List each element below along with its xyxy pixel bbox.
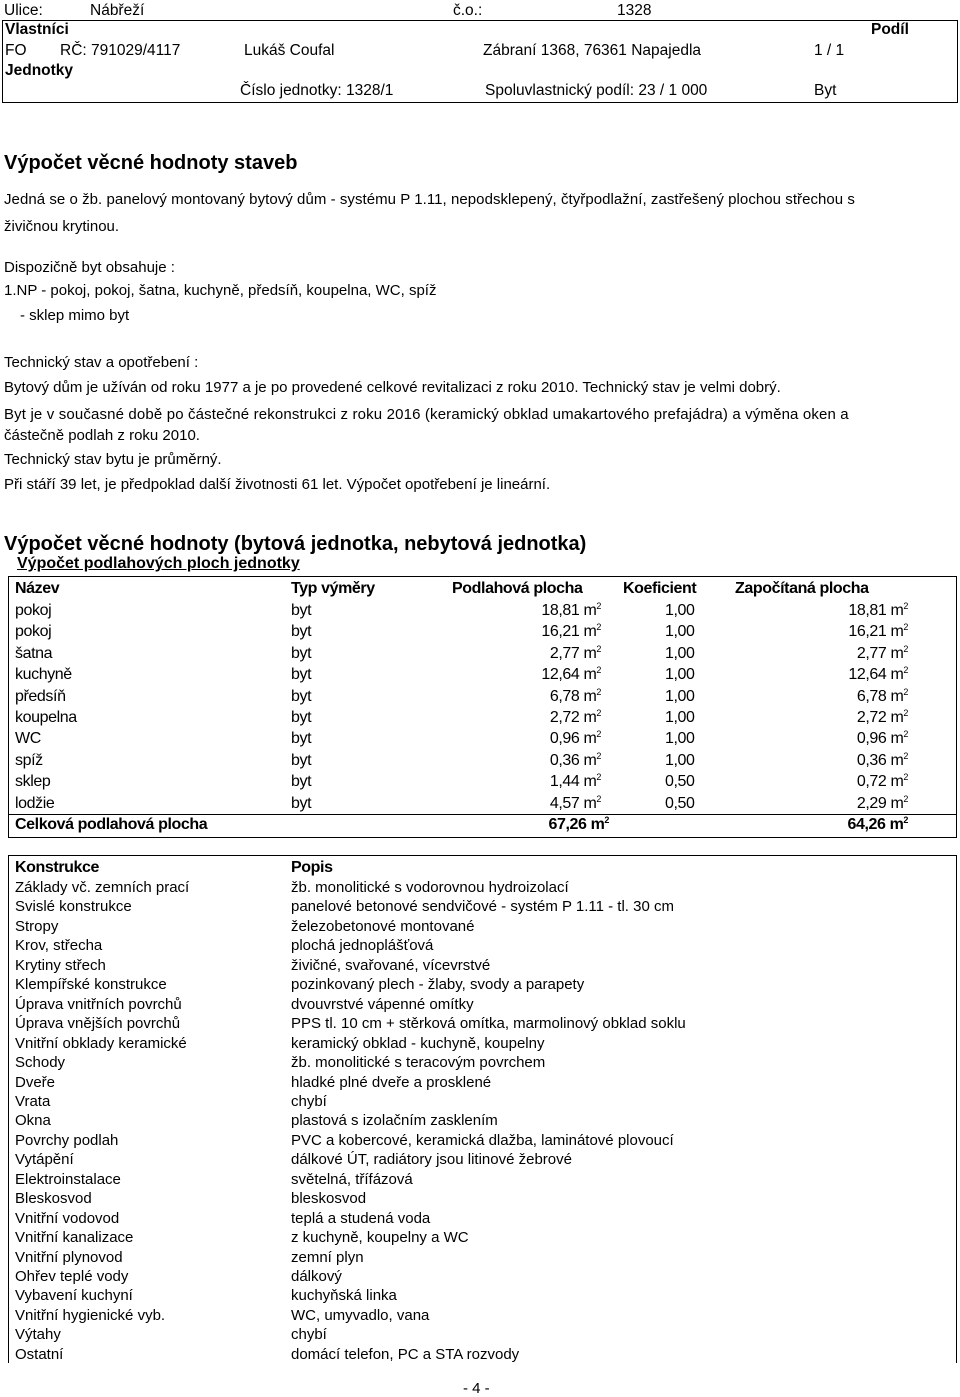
owners-label: Vlastníci (5, 21, 69, 38)
construction-description: keramický obklad - kuchyně, koupelny (291, 1034, 545, 1052)
col-header-coefficient: Koeficient (623, 580, 697, 597)
units-label: Jednotky (5, 62, 74, 79)
street-value: Nábřeží (90, 2, 145, 19)
row-counted: 16,21 $m^2$ (848, 622, 908, 641)
construction-name: Povrchy podlah (15, 1131, 119, 1149)
row-name: koupelna (15, 709, 77, 726)
construction-name: Elektroinstalace (15, 1170, 121, 1188)
col-header-counted-area: Započítaná plocha (735, 580, 869, 597)
owner-type: FO (5, 42, 27, 59)
row-counted: 2,29 $m^2$ (856, 793, 908, 812)
table-row (8, 750, 957, 772)
row-coefficient: 0,50 (665, 773, 695, 791)
section-subtitle-floor-areas: Výpočet podlahových ploch jednotky (17, 555, 300, 572)
row-coefficient: 1,00 (665, 644, 695, 662)
row-counted: 0,96 $m^2$ (856, 729, 908, 748)
construction-table (8, 857, 957, 1363)
row-counted: 18,81 $m^2$ (848, 601, 908, 619)
row-type: byt (291, 623, 312, 641)
table-row (8, 728, 957, 750)
street-label: Ulice: (4, 2, 43, 19)
construction-description: chybí (291, 1092, 327, 1110)
owner-rc: RČ: 791029/4117 (60, 42, 181, 59)
unit-type: Byt (814, 82, 837, 99)
list-item (8, 975, 957, 994)
share-label: Podíl (871, 21, 909, 38)
row-area: 1,44 $m^2$ (549, 772, 601, 791)
row-area: 6,78 $m^2$ (549, 686, 601, 705)
co-label: č.o.: (453, 2, 483, 19)
row-name: pokoj (15, 602, 52, 619)
list-item (8, 995, 957, 1014)
row-area: 2,77 $m^2$ (549, 643, 601, 662)
table-row (8, 771, 957, 793)
construction-name: Stropy (15, 917, 59, 935)
list-item (8, 1325, 957, 1344)
list-item (8, 1248, 957, 1267)
construction-description: dvouvrstvé vápenné omítky (291, 995, 474, 1013)
building-description-line1: Jedná se o žb. panelový montovaný bytový dům - systému P 1.11, nepodsklepený, čtyřpodlažní, zastřešený plochou střechou s (4, 191, 855, 208)
construction-description: dálkový (291, 1268, 342, 1285)
row-coefficient: 1,00 (665, 687, 695, 705)
construction-name: Úprava vnějších povrchů (15, 1015, 181, 1033)
total-label: Celková podlahová plocha (15, 816, 208, 833)
list-item (8, 1014, 957, 1033)
construction-description: plastová s izolačním zasklením (291, 1112, 498, 1130)
construction-name: Základy vč. zemních prací (15, 879, 190, 896)
construction-description: domácí telefon, PC a STA rozvody (291, 1345, 520, 1363)
construction-name: Vnitřní hygienické vyb. (15, 1306, 166, 1324)
list-item (8, 956, 957, 975)
section-title-buildings: Výpočet věcné hodnoty staveb (4, 152, 298, 174)
construction-description: panelové betonové sendvičové - systém P 1.11 - tl. 30 cm (291, 898, 674, 916)
construction-description: zemní plyn (291, 1248, 364, 1266)
row-area: 0,36 $m^2$ (549, 750, 601, 769)
construction-description: světelná, třífázová (291, 1170, 413, 1188)
owner-share: 1 / 1 (814, 42, 845, 59)
layout-label: Dispozičně byt obsahuje : (4, 259, 175, 276)
list-item (8, 1111, 957, 1130)
construction-name: Dveře (15, 1073, 56, 1091)
construction-description: žb. monolitické s vodorovnou hydroizolací (291, 879, 569, 896)
list-item (8, 878, 957, 897)
table-row (8, 686, 957, 708)
construction-description: dálkové ÚT, radiátory jsou litinové žebrové (291, 1151, 572, 1169)
construction-description: z kuchyně, koupelny a WC (291, 1229, 469, 1247)
construction-description: železobetonové montované (291, 917, 475, 935)
row-coefficient: 1,00 (665, 602, 695, 619)
state-line3: částečně podlah z roku 2010. (4, 427, 200, 444)
construction-name: Vnitřní vodovod (15, 1209, 120, 1227)
building-description-line2: živičnou krytinou. (4, 218, 120, 235)
construction-name: Okna (15, 1112, 51, 1130)
state-line1: Bytový dům je užíván od roku 1977 a je po provedené celkové revitalizaci z roku 2010. Technický stav je velmi dobrý. (4, 379, 781, 396)
total-counted: 64,26 $m^2$ (847, 815, 908, 833)
construction-name: Vytápění (15, 1151, 74, 1169)
row-coefficient: 1,00 (665, 751, 695, 769)
co-value: 1328 (617, 2, 652, 19)
table-row (8, 664, 957, 686)
construction-name: Vnitřní kanalizace (15, 1229, 134, 1247)
row-type: byt (291, 751, 312, 769)
construction-description: WC, umyvadlo, vana (291, 1306, 430, 1324)
total-area: 67,26 $m^2$ (548, 815, 609, 833)
row-name: spíž (15, 751, 43, 769)
list-item (8, 1267, 957, 1286)
table-row (8, 621, 957, 643)
construction-description: pozinkovaný plech - žlaby, svody a parapety (291, 976, 585, 994)
row-name: šatna (15, 644, 53, 662)
construction-name: Úprava vnitřních povrchů (15, 995, 182, 1013)
row-counted: 0,36 $m^2$ (856, 750, 908, 769)
list-item (8, 936, 957, 955)
floor-table (8, 578, 957, 836)
construction-table-header-row (8, 857, 957, 879)
list-item (8, 1189, 957, 1208)
row-area: 16,21 $m^2$ (541, 622, 601, 641)
row-area: 18,81 $m^2$ (541, 601, 601, 619)
construction-description: bleskosvod (291, 1190, 367, 1208)
list-item (8, 1286, 957, 1305)
layout-line1: 1.NP - pokoj, pokoj, šatna, kuchyně, předsíň, koupelna, WC, spíž (4, 282, 437, 299)
row-coefficient: 1,00 (665, 623, 695, 641)
row-name: WC (15, 730, 41, 748)
row-name: sklep (15, 773, 51, 791)
row-name: pokoj (15, 623, 52, 641)
construction-name: Ohřev teplé vody (15, 1268, 129, 1285)
table-row (8, 600, 957, 622)
row-name: předsíň (15, 687, 66, 705)
owner-name: Lukáš Coufal (244, 42, 335, 59)
construction-name: Vnitřní plynovod (15, 1248, 123, 1266)
list-item (8, 917, 957, 936)
row-type: byt (291, 794, 312, 812)
row-coefficient: 1,00 (665, 730, 695, 748)
floor-table-header-row (8, 578, 957, 600)
row-counted: 0,72 $m^2$ (856, 772, 908, 791)
row-type: byt (291, 709, 312, 726)
owner-address: Zábraní 1368, 76361 Napajedla (483, 42, 702, 59)
row-name: kuchyně (15, 666, 72, 684)
construction-name: Klempířské konstrukce (15, 976, 167, 994)
construction-name: Vrata (15, 1092, 51, 1110)
state-label: Technický stav a opotřebení : (4, 354, 199, 371)
row-area: 12,64 $m^2$ (541, 665, 601, 684)
construction-name: Výtahy (15, 1326, 61, 1344)
construction-name: Ostatní (15, 1345, 64, 1363)
row-coefficient: 0,50 (665, 794, 695, 812)
row-type: byt (291, 666, 312, 684)
construction-description: chybí (291, 1326, 327, 1344)
construction-name: Vybavení kuchyní (15, 1287, 133, 1305)
construction-name: Krytiny střech (15, 956, 106, 974)
row-counted: 2,77 $m^2$ (856, 643, 908, 662)
list-item (8, 1053, 957, 1072)
construction-description: hladké plné dveře a prosklené (291, 1073, 492, 1091)
row-counted: 12,64 $m^2$ (848, 665, 908, 684)
construction-description: teplá a studená voda (291, 1209, 431, 1227)
list-item (8, 1131, 957, 1150)
row-type: byt (291, 602, 312, 619)
row-type: byt (291, 773, 312, 791)
construction-description: PPS tl. 10 cm + stěrková omítka, marmolinový obklad soklu (291, 1015, 686, 1033)
page-number: - 4 - (463, 1380, 490, 1397)
row-counted: 6,78 $m^2$ (856, 686, 908, 705)
list-item (8, 1306, 957, 1325)
unit-share: Spoluvlastnický podíl: 23 / 1 000 (485, 82, 708, 99)
list-item (8, 1150, 957, 1169)
table-row (8, 643, 957, 665)
col-header-construction: Konstrukce (15, 859, 100, 876)
construction-description: PVC a kobercové, keramická dlažba, laminátové plovoucí (291, 1131, 674, 1149)
unit-number: Číslo jednotky: 1328/1 (240, 82, 394, 99)
col-header-type: Typ výměry (291, 580, 375, 597)
row-coefficient: 1,00 (665, 709, 695, 726)
col-header-description: Popis (291, 859, 333, 876)
construction-name: Svislé konstrukce (15, 898, 132, 916)
list-item (8, 1073, 957, 1092)
construction-name: Schody (15, 1054, 66, 1072)
row-counted: 2,72 $m^2$ (856, 708, 908, 726)
row-area: 4,57 $m^2$ (549, 793, 601, 812)
list-item (8, 1228, 957, 1247)
construction-description: kuchyňská linka (291, 1287, 397, 1305)
state-line4: Technický stav bytu je průměrný. (4, 451, 222, 468)
list-item (8, 897, 957, 916)
construction-name: Vnitřní obklady keramické (15, 1034, 187, 1052)
row-area: 0,96 $m^2$ (549, 729, 601, 748)
construction-description: plochá jednoplášťová (291, 937, 434, 955)
col-header-floor-area: Podlahová plocha (452, 580, 583, 597)
floor-table-total-row (8, 814, 957, 836)
row-type: byt (291, 644, 312, 662)
table-row (8, 707, 957, 729)
construction-name: Krov, střecha (15, 937, 103, 955)
section-title-unit-value: Výpočet věcné hodnoty (bytová jednotka, nebytová jednotka) (4, 533, 587, 555)
list-item (8, 1345, 957, 1364)
list-item (8, 1092, 957, 1111)
state-line5: Při stáří 39 let, je předpoklad další životnosti 61 let. Výpočet opotřebení je lineární. (4, 476, 551, 493)
row-name: lodžie (15, 794, 55, 812)
layout-line2: - sklep mimo byt (20, 307, 130, 324)
row-type: byt (291, 730, 312, 748)
row-coefficient: 1,00 (665, 666, 695, 684)
construction-description: živičné, svařované, vícevrstvé (291, 956, 491, 974)
col-header-name: Název (15, 580, 60, 597)
table-row (8, 793, 957, 815)
list-item (8, 1034, 957, 1053)
construction-name: Bleskosvod (15, 1190, 92, 1208)
row-area: 2,72 $m^2$ (549, 708, 601, 726)
state-line2: Byt je v současné době po částečné rekonstrukci z roku 2016 (keramický obklad umakartového prefajádra) a výměna oken a (4, 406, 849, 423)
row-type: byt (291, 687, 312, 705)
list-item (8, 1209, 957, 1228)
construction-description: žb. monolitické s teracovým povrchem (291, 1054, 546, 1072)
list-item (8, 1170, 957, 1189)
floor-table-total-divider (8, 814, 957, 815)
